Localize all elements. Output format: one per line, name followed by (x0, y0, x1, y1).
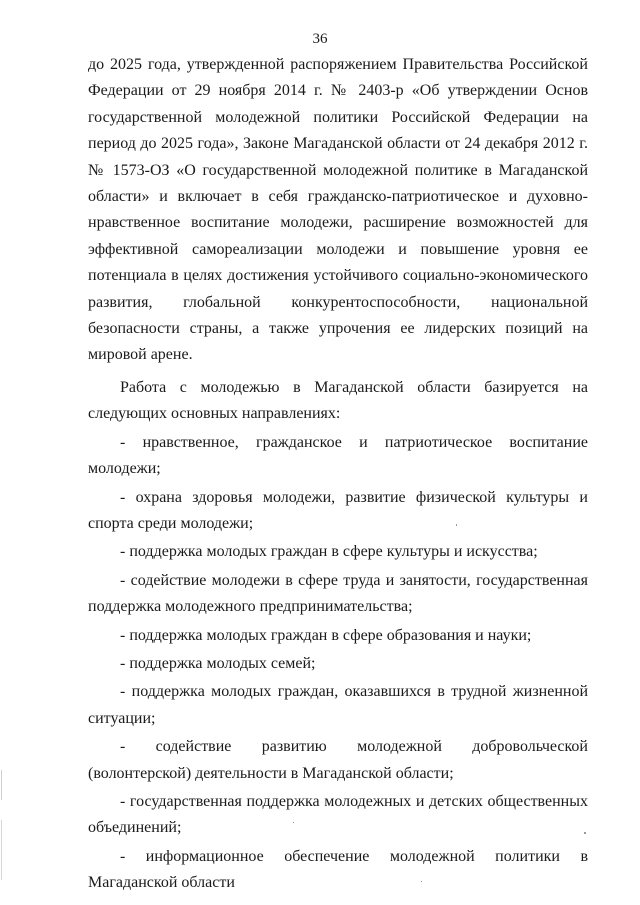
intro-paragraph: до 2025 года, утвержденной распоряжением Правительства Российской Федерации от 29 ноября 2014 г. № 2403-р «Об утверждении Основ государственной молодежной политики Российской Федерации на период до 2025 года», Законе Магаданской области от 24 декабря 2012 г. № 1573-ОЗ «О государственной молодежной политике в Магаданской области» и включает в себя гражданско-патриотическое и духовно-нравственное воспитание молодежи, расширение возможностей для эффективной самореализации молодежи и повышение уровня ее потенциала в целях достижения устойчивого социально-экономического развития, глобальной конкурентоспособности, национальной безопасности страны, а также упрочения ее лидерских позиций на мировой арене. (88, 56, 588, 364)
scan-edge (1, 820, 2, 880)
list-item: - поддержка молодых граждан в сфере культуры и искусства; (120, 543, 538, 561)
list-item: - нравственное, гражданское и патриотическое воспитание молодежи; (88, 433, 588, 478)
scan-speck (293, 822, 294, 823)
list-item: - содействие молодежи в сфере труда и занятости, государственная поддержка молодежного предпринимательства; (88, 571, 588, 616)
scan-speck (456, 524, 457, 526)
list-item: - поддержка молодых семей; (120, 654, 316, 672)
page-number: 36 (312, 31, 328, 47)
document-body (88, 52, 588, 897)
lead-paragraph: Работа с молодежью в Магаданской области базируется на следующих основных направлениях: (88, 378, 588, 423)
list-item: - государственная поддержка молодежных и детских общественных объединений; (88, 792, 588, 837)
list-item: - информационное обеспечение молодежной политики в Магаданской области (88, 847, 588, 892)
list-item: - охрана здоровья молодежи, развитие физической культуры и спорта среди молодежи; (88, 488, 588, 532)
list-item: - поддержка молодых граждан в сфере образования и науки; (120, 626, 532, 644)
list-item: - содействие развитию молодежной добровольческой (волонтерской) деятельности в Магаданской области; (88, 738, 588, 782)
directions-list (88, 430, 588, 897)
scan-edge (1, 770, 2, 800)
scan-speck (421, 881, 422, 882)
scan-speck (584, 832, 586, 834)
list-item: - поддержка молодых граждан, оказавшихся в трудной жизненной ситуации; (88, 683, 588, 727)
